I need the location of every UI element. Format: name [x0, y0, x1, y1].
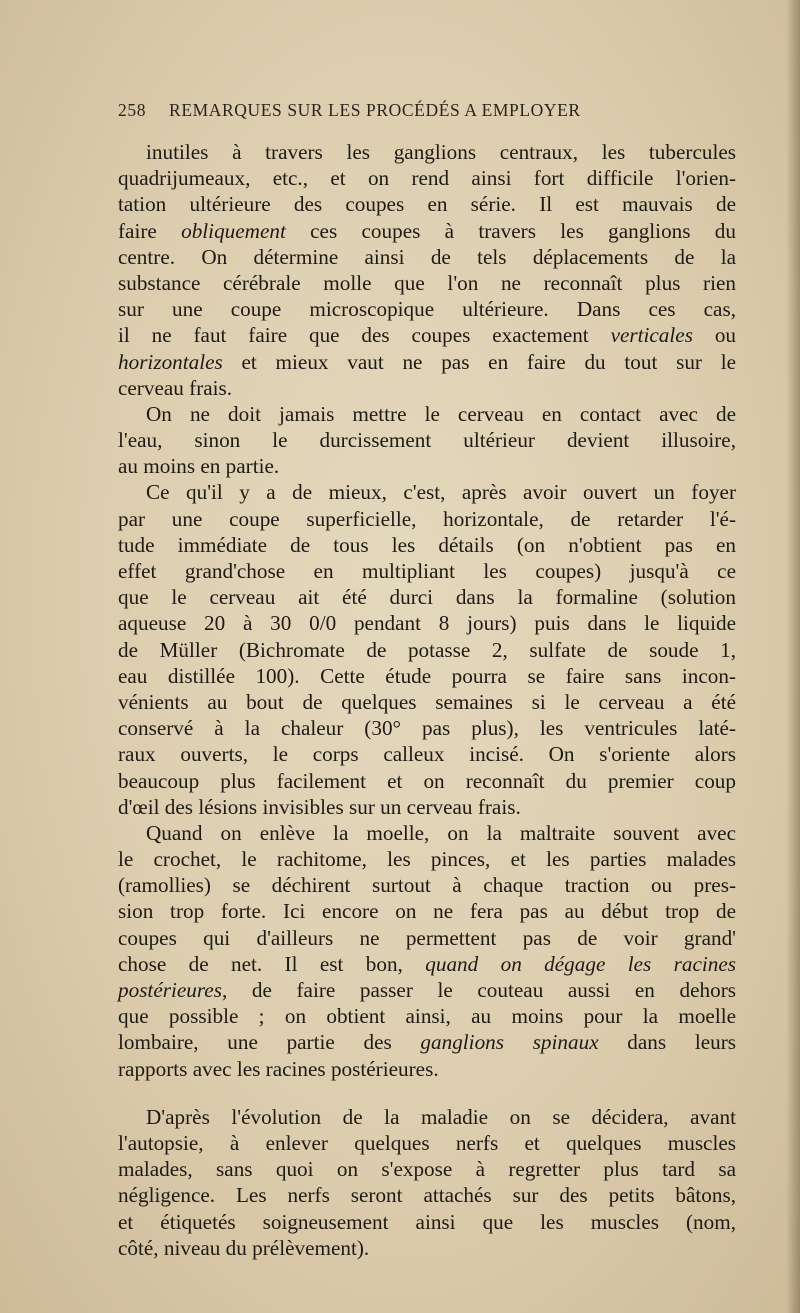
text-line: postérieures, de faire passer le couteau aussi en dehors	[118, 978, 736, 1002]
paragraph	[118, 479, 736, 819]
text-line: malades, sans quoi on s'expose à regretter plus tard sa	[118, 1157, 736, 1182]
paragraph	[118, 1104, 736, 1261]
text-line: l'eau, sinon le durcissement ultérieur devient illusoire,	[118, 428, 736, 453]
text-line: par une coupe superficielle, horizontale, de retarder l'é-	[118, 506, 736, 531]
paragraph	[118, 139, 736, 401]
text-line: cerveau frais.	[118, 375, 233, 400]
text-line: chose de net. Il est bon, quand on dégage les racines	[118, 951, 737, 976]
text-line: horizontales et mieux vaut ne pas en faire du tout sur le	[118, 349, 736, 374]
text-line: d'œil des lésions invisibles sur un cerveau frais.	[118, 794, 521, 819]
text-line: D'après l'évolution de la maladie on se décidera, avant	[146, 1104, 736, 1129]
italic-emphasis: ganglions spinaux	[420, 1030, 599, 1055]
text-line: sion trop forte. Ici encore on ne fera pas au début trop de	[118, 899, 736, 924]
text-line: l'autopsie, à enlever quelques nerfs et quelques muscles	[118, 1130, 736, 1155]
text-line: tation ultérieure des coupes en série. Il est mauvais de	[118, 192, 736, 217]
text-line: il ne faut faire que des coupes exactement verticales ou	[118, 323, 737, 348]
running-header	[118, 100, 738, 121]
text-line: de Müller (Bichromate de potasse 2, sulfate de soude 1,	[118, 637, 736, 662]
text-line: côté, niveau du prélèvement).	[118, 1235, 370, 1260]
text-line: sur une coupe microscopique ultérieure. Dans ces cas,	[118, 297, 736, 322]
text-line: aqueuse 20 à 30 0/0 pendant 8 jours) puis dans le liquide	[118, 611, 736, 636]
text-line: négligence. Les nerfs seront attachés sur des petits bâtons,	[118, 1183, 736, 1208]
text-line: Ce qu'il y a de mieux, c'est, après avoir ouvert un foyer	[146, 480, 736, 505]
text-line: et étiquetés soigneusement ainsi que les muscles (nom,	[118, 1209, 736, 1234]
text-line: rapports avec les racines postérieures.	[118, 1056, 439, 1081]
page-number: 258	[118, 100, 147, 120]
italic-emphasis: postérieures	[118, 978, 222, 1002]
text-line: que possible ; on obtient ainsi, au moins pour la moelle	[118, 1004, 736, 1029]
text-line: raux ouverts, le corps calleux incisé. On s'oriente alors	[118, 742, 736, 767]
text-line: inutiles à travers les ganglions centraux, les tubercules	[146, 140, 736, 164]
text-line: faire obliquement ces coupes à travers les ganglions du	[118, 218, 736, 243]
text-line: le crochet, le rachitome, les pinces, et les parties malades	[118, 847, 736, 872]
text-line: lombaire, une partie des ganglions spinaux dans leurs	[118, 1030, 737, 1055]
text-line: (ramollies) se déchirent surtout à chaque traction ou pres-	[118, 873, 736, 898]
text-line: Quand on enlève la moelle, on la maltraite souvent avec	[146, 820, 736, 845]
text-line: centre. On détermine ainsi de tels déplacements de la	[118, 244, 736, 269]
running-title: REMARQUES SUR LES PROCÉDÉS A EMPLOYER	[169, 100, 581, 120]
text-line: que le cerveau ait été durci dans la formaline (solution	[118, 585, 736, 610]
text-line: effet grand'chose en multipliant les coupes) jusqu'à ce	[118, 559, 736, 583]
italic-emphasis: horizontales	[118, 349, 223, 374]
paragraph-gap	[118, 1082, 736, 1104]
text-line: substance cérébrale molle que l'on ne reconnaît plus rien	[118, 270, 736, 295]
paragraph	[118, 820, 736, 1082]
text-line: eau distillée 100). Cette étude pourra se faire sans incon-	[118, 663, 736, 688]
text-line: On ne doit jamais mettre le cerveau en contact avec de	[146, 401, 736, 426]
text-line: vénients au bout de quelques semaines si le cerveau a été	[118, 689, 736, 714]
page-edge-shadow	[786, 0, 800, 1313]
text-line: coupes qui d'ailleurs ne permettent pas de voir grand'	[118, 925, 736, 950]
body-text	[118, 139, 736, 1261]
text-line: conservé à la chaleur (30° pas plus), les ventricules laté-	[118, 716, 736, 741]
text-line: quadrijumeaux, etc., et on rend ainsi fort difficile l'orien-	[118, 166, 736, 191]
text-line: au moins en partie.	[118, 454, 280, 479]
italic-emphasis: obliquement	[181, 218, 286, 243]
text-line: beaucoup plus facilement et on reconnaît du premier coup	[118, 768, 736, 793]
italic-emphasis: verticales	[610, 323, 693, 348]
italic-emphasis: quand on dégage les racines	[425, 951, 737, 976]
paragraph	[118, 401, 736, 480]
text-line: tude immédiate de tous les détails (on n'obtient pas en	[118, 532, 736, 557]
